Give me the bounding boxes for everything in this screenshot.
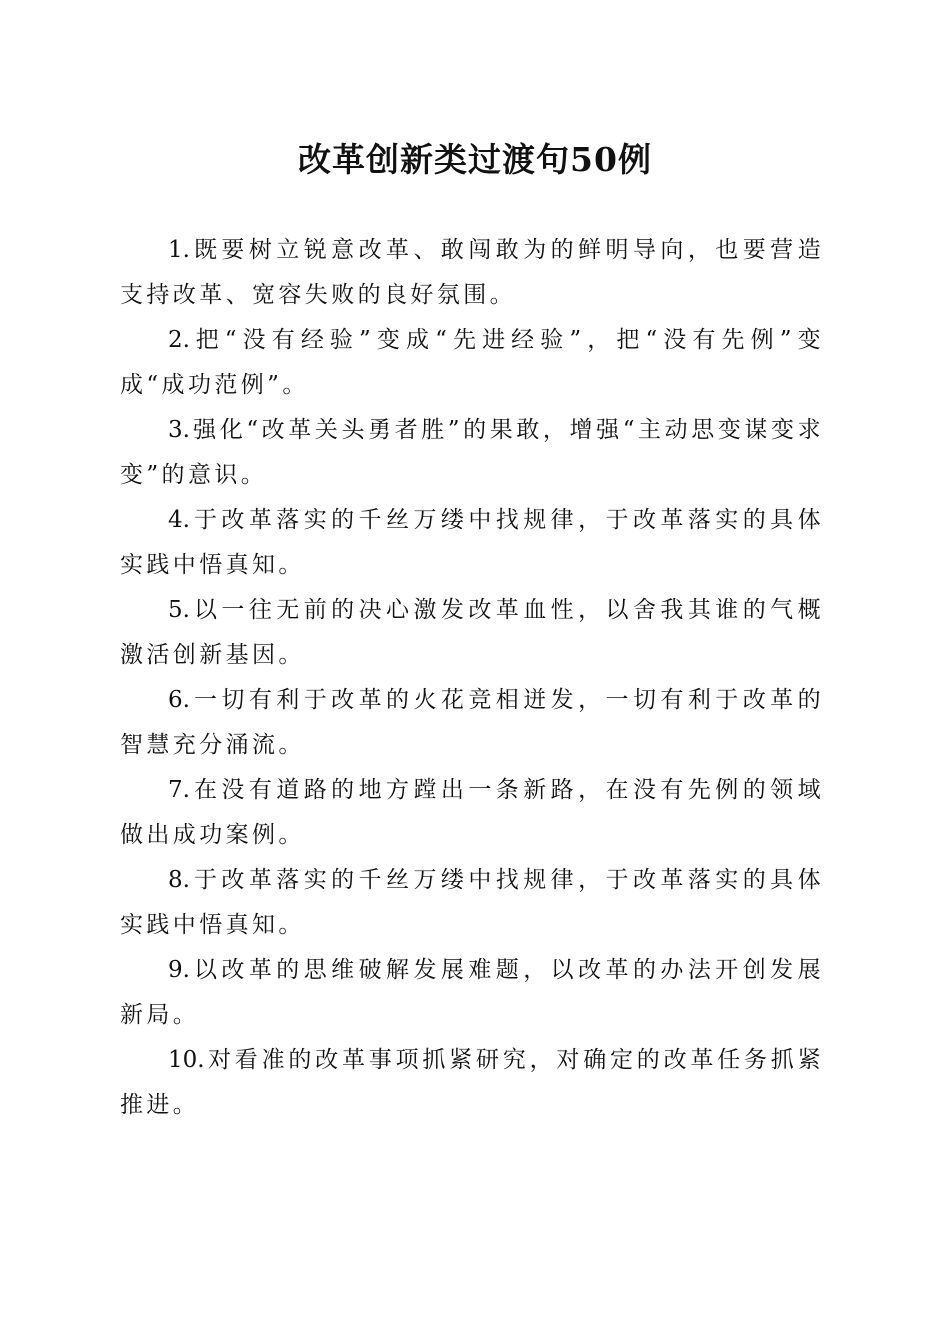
- item-number: 7.: [168, 777, 190, 803]
- list-item: [120, 858, 824, 948]
- item-number: 10.: [168, 1047, 205, 1073]
- item-number: 5.: [168, 597, 190, 623]
- item-number: 3.: [168, 417, 190, 443]
- list-item: [120, 318, 824, 408]
- item-text: 一切有利于改革的火花竞相迸发，一切有利于改革的智慧充分涌流。: [120, 687, 824, 758]
- item-number: 4.: [168, 507, 190, 533]
- item-number: 8.: [168, 867, 190, 893]
- document-title: 改革创新类过渡句50例: [298, 140, 652, 179]
- list-item: [120, 408, 824, 498]
- list-item: [120, 678, 824, 768]
- list-item: [120, 588, 824, 678]
- item-text: 于改革落实的千丝万缕中找规律，于改革落实的具体实践中悟真知。: [120, 867, 824, 938]
- item-text: 对看准的改革事项抓紧研究，对确定的改革任务抓紧推进。: [120, 1047, 824, 1118]
- item-text: 强化“改革关头勇者胜”的果敢，增强“主动思变谋变求变”的意识。: [120, 417, 824, 488]
- item-text: 于改革落实的千丝万缕中找规律，于改革落实的具体实践中悟真知。: [120, 507, 824, 578]
- item-number: 1.: [168, 237, 190, 263]
- item-number: 2.: [168, 327, 190, 353]
- item-text: 既要树立锐意改革、敢闯敢为的鲜明导向，也要营造支持改革、宽容失败的良好氛围。: [120, 237, 824, 308]
- item-text: 以改革的思维破解发展难题，以改革的办法开创发展新局。: [120, 957, 824, 1028]
- item-number: 6.: [168, 687, 190, 713]
- item-number: 9.: [168, 957, 190, 983]
- document-body: [120, 228, 824, 1128]
- list-item: [120, 768, 824, 858]
- list-item: [120, 948, 824, 1038]
- item-text: 在没有道路的地方蹚出一条新路，在没有先例的领域做出成功案例。: [120, 777, 824, 848]
- list-item: [120, 498, 824, 588]
- list-item: [120, 1038, 824, 1128]
- list-item: [120, 228, 824, 318]
- item-text: 以一往无前的决心激发改革血性，以舍我其谁的气概激活创新基因。: [120, 597, 824, 668]
- item-text: 把“没有经验”变成“先进经验”，把“没有先例”变成“成功范例”。: [120, 327, 824, 398]
